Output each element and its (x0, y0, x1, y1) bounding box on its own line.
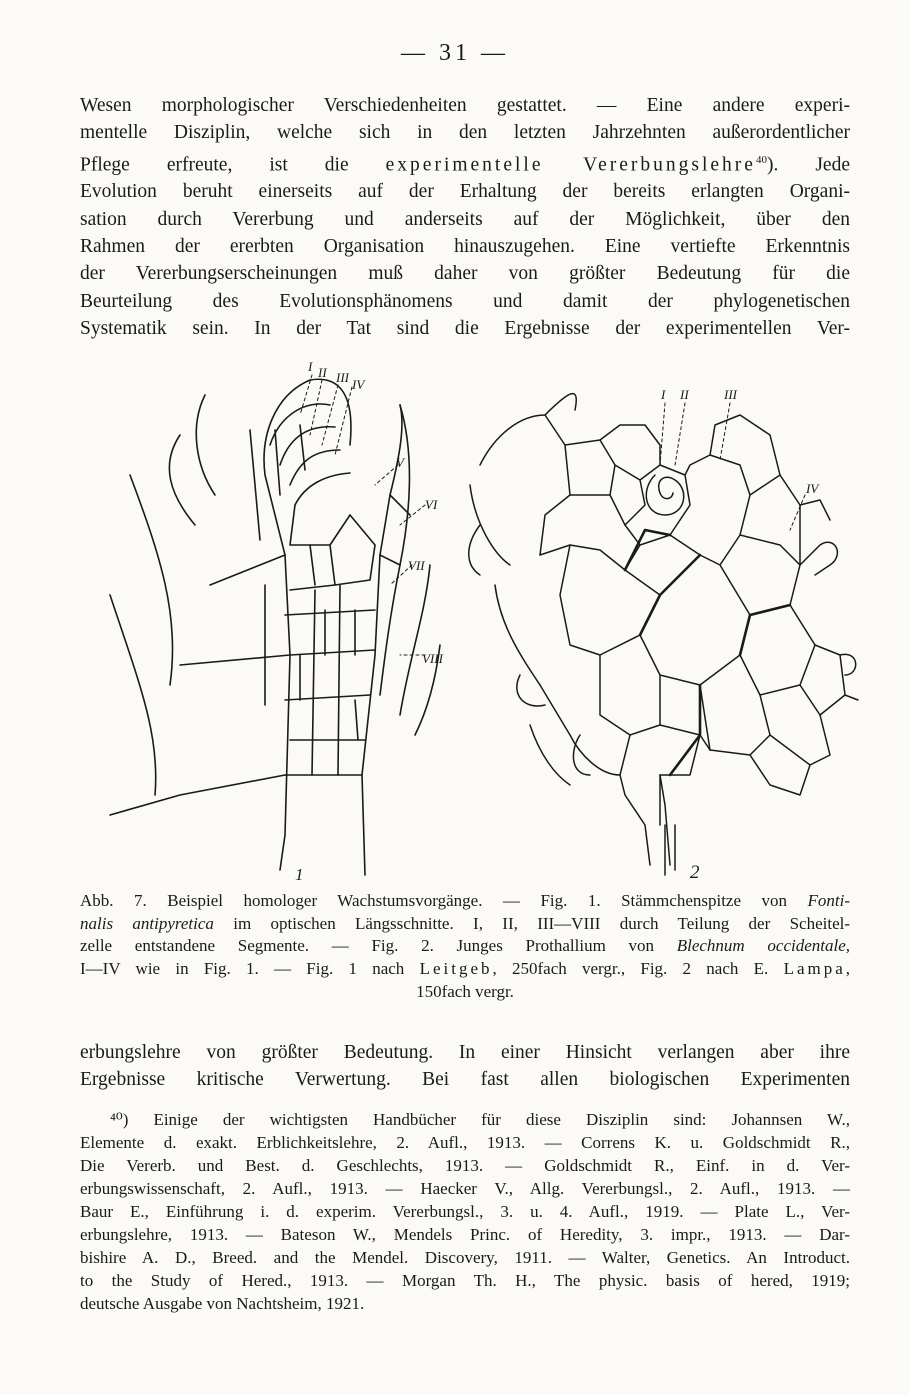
footnote-line: ⁴⁰) Einige der wichtigsten Handbücher für diese Disziplin sind: Johannsen W., (110, 1110, 850, 1129)
segment-label-II: II (318, 365, 327, 380)
footnote-line: deutsche Ausgabe von Nachtsheim, 1921. (80, 1294, 365, 1313)
footnote-line: bishire A. D., Breed. and the Mendel. Discovery, 1911. — Walter, Genetics. An Introduct. (80, 1248, 850, 1267)
page-number: — 31 — (401, 40, 509, 66)
segment-label-V: V (396, 455, 404, 470)
text-line: Beurteilung des Evolutionsphänomens und damit der phylogenetischen (80, 290, 850, 312)
caption-line: I—IV wie in Fig. 1. — Fig. 1 nach Leitgeb, 250fach vergr., Fig. 2 nach E. Lampa, (80, 959, 851, 979)
caption-line: 150fach vergr. (416, 981, 514, 1001)
segment-label-III: III (336, 370, 349, 385)
footnote-line: Elemente d. exakt. Erblichkeitslehre, 2. Aufl., 1913. — Correns K. u. Goldschmidt R., (80, 1133, 850, 1152)
figure-caption (80, 890, 850, 1004)
text-line: der Vererbungserscheinungen muß daher von größter Bedeutung für die (80, 263, 850, 285)
text-line: sation durch Vererbung und anderseits auf der Möglichkeit, über den (80, 208, 850, 230)
text-line: Evolution beruht einerseits auf der Erhaltung der bereits erlangten Organi- (80, 181, 850, 203)
body-paragraph-top (80, 92, 850, 342)
footnote-line: to the Study of Hered., 1913. — Morgan Th. H., The physic. basis of hered, 1919; (80, 1271, 850, 1290)
segment-label-I: I (661, 387, 666, 402)
text-line: Wesen morphologischer Verschiedenheiten gestattet. — Eine andere experi- (80, 95, 850, 116)
footnote-ref[interactable]: 40 (755, 153, 767, 166)
segment-label-IV: IV (352, 377, 365, 392)
footnote (80, 1108, 850, 1315)
body-paragraph-bottom (80, 1039, 850, 1094)
text-line: Systematik sein. In der Tat sind die Ergebnisse der experimentellen Ver- (80, 317, 850, 339)
fig2-prothallium (469, 394, 858, 875)
fig2-label: 2 (690, 862, 700, 883)
footnote-line: erbungswissenschaft, 2. Aufl., 1913. — Haecker V., Allg. Vererbungsl., 2. Aufl., 1913. — (80, 1179, 850, 1198)
segment-label-II: II (680, 387, 689, 402)
text-line: Ergebnisse kritische Verwertung. Bei fast allen biologischen Experimenten (80, 1069, 850, 1091)
text-line: mentelle Disziplin, welche sich in den letzten Jahrzehnten außerordentlicher (80, 122, 850, 144)
segment-label-VII: VII (408, 558, 425, 573)
figure-7 (100, 355, 860, 885)
segment-label-VIII: VIII (422, 651, 443, 666)
text-line: Rahmen der ererbten Organisation hinauszugehen. Eine vertiefte Erkenntnis (80, 235, 850, 257)
figure-drawing (100, 355, 860, 885)
fig1-label: 1 (295, 865, 304, 884)
fig2-segment-pointers (660, 403, 805, 530)
segment-label-VI: VI (425, 497, 438, 512)
footnote-line: Die Vererb. und Best. d. Geschlechts, 1913. — Goldschmidt R., Einf. in d. Ver- (80, 1156, 850, 1175)
segment-label-I: I (308, 359, 313, 374)
segment-label-III: III (724, 387, 737, 402)
emphasis-term: experimentelle Vererbungslehre (385, 154, 756, 176)
caption-line: Abb. 7. Beispiel homologer Wachstumsvorgänge. — Fig. 1. Stämmchenspitze von Fonti- (80, 891, 851, 910)
footnote-line: Baur E., Einführung i. d. experim. Vererbungsl., 3. u. 4. Aufl., 1919. — Plate L., Ver- (80, 1202, 850, 1221)
caption-line: nalis antipyretica im optischen Längsschnitte. I, II, III—VIII durch Teilung der Scheitel- (80, 913, 851, 933)
fig2-segment-labels (660, 387, 820, 496)
text-line: Pflege erfreute, ist die experimentelle Vererbungslehre$^{40}$). Jede (80, 153, 850, 176)
text-line: erbungslehre von größter Bedeutung. In einer Hinsicht verlangen aber ihre (80, 1042, 850, 1063)
segment-label-IV: IV (806, 481, 819, 496)
fig1-stem-tip (110, 379, 440, 875)
caption-line: zelle entstandene Segmente. — Fig. 2. Junges Prothallium von Blechnum occidentale, (80, 936, 851, 956)
footnote-line: erbungslehre, 1913. — Bateson W., Mendels Princ. of Heredity, 3. impr., 1913. — Dar- (80, 1225, 850, 1244)
